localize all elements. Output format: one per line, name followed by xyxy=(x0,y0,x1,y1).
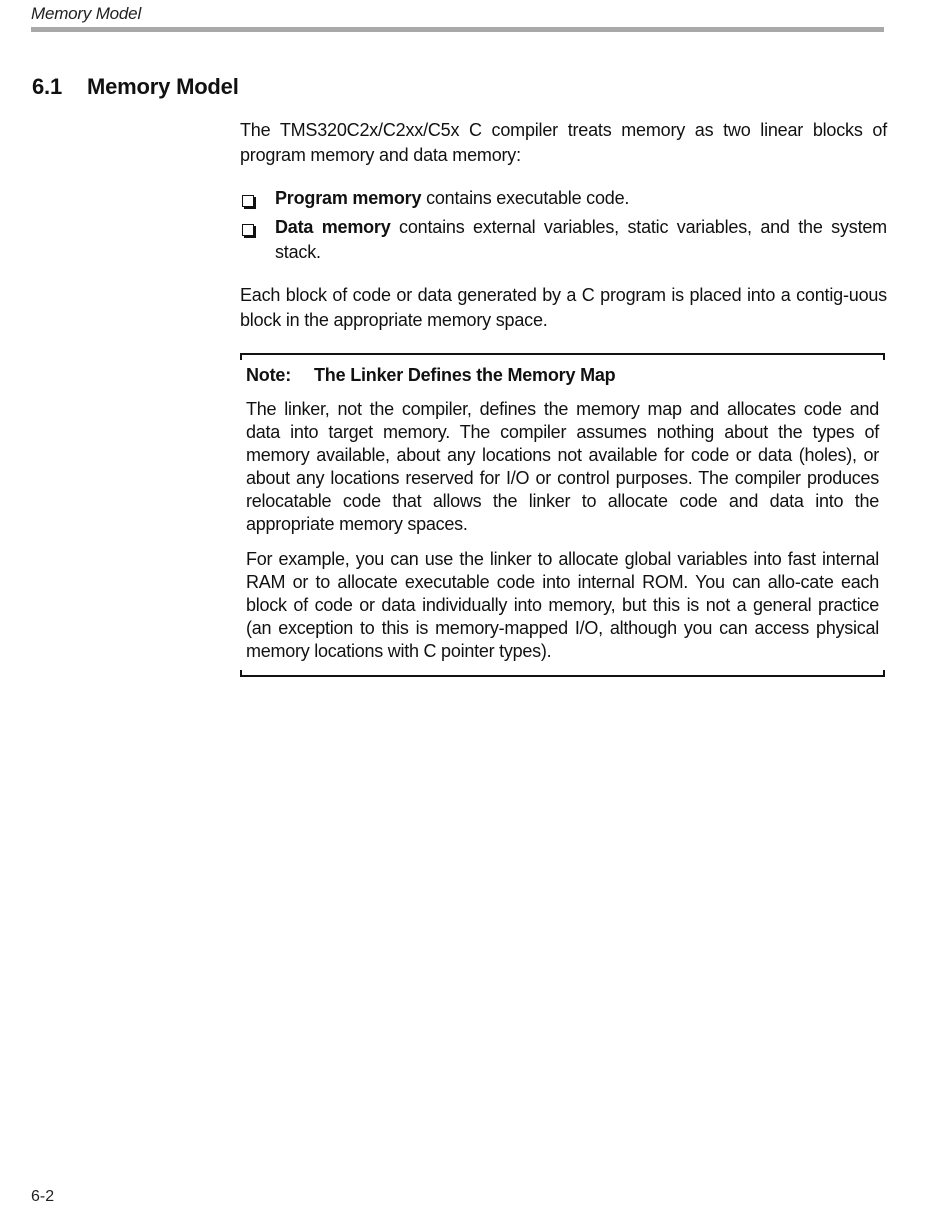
note-paragraph: For example, you can use the linker to allocate global variables into fast internal RAM or to allocate executable code into internal ROM. You can allo-cate each block of code or data individually into memory, but this is not a general practice (an exception to this is memory-mapped I/O, although you can access physical memory locations with C pointer types). xyxy=(246,549,879,661)
note-heading xyxy=(246,363,615,388)
section-heading xyxy=(32,74,239,100)
note-corner-tick xyxy=(240,353,242,360)
note-corner-tick xyxy=(883,353,885,360)
bullet-term: Data memory xyxy=(275,217,391,237)
section-number: 6.1 xyxy=(32,74,62,99)
intro-paragraph: The TMS320C2x/C2xx/C5x C compiler treats memory as two linear blocks of program memory and data memory: xyxy=(240,120,887,165)
checkbox-bullet-icon xyxy=(242,224,254,236)
page-number: 6-2 xyxy=(31,1188,55,1205)
bullet-list xyxy=(240,186,887,269)
list-item xyxy=(240,215,887,265)
body-paragraph: Each block of code or data generated by a C program is placed into a contig-uous block in the appropriate memory space. xyxy=(240,285,887,330)
note-corner-tick xyxy=(240,670,242,677)
note-title: The Linker Defines the Memory Map xyxy=(314,365,616,385)
section-title: Memory Model xyxy=(87,74,239,99)
bullet-term: Program memory xyxy=(275,188,422,208)
bullet-text: contains external variables, static variables, and the system stack. xyxy=(275,217,887,262)
note-paragraph: The linker, not the compiler, defines the memory map and allocates code and data into target memory. The compiler assumes nothing about the types of memory available, about any locations not available for code or data (holes), or about any locations reserved for I/O or control purposes. The compiler produces relocatable code that allows the linker to allocate code and data into the appropriate memory spaces. xyxy=(246,399,879,534)
list-item xyxy=(240,186,887,211)
checkbox-bullet-icon xyxy=(242,195,254,207)
running-header: Memory Model xyxy=(31,4,142,23)
note-top-rule xyxy=(240,353,885,355)
note-label: Note: xyxy=(246,365,291,385)
header-rule xyxy=(31,27,884,32)
note-bottom-rule xyxy=(240,675,885,677)
bullet-text: contains executable code. xyxy=(421,188,630,208)
note-box xyxy=(240,353,885,677)
note-corner-tick xyxy=(883,670,885,677)
